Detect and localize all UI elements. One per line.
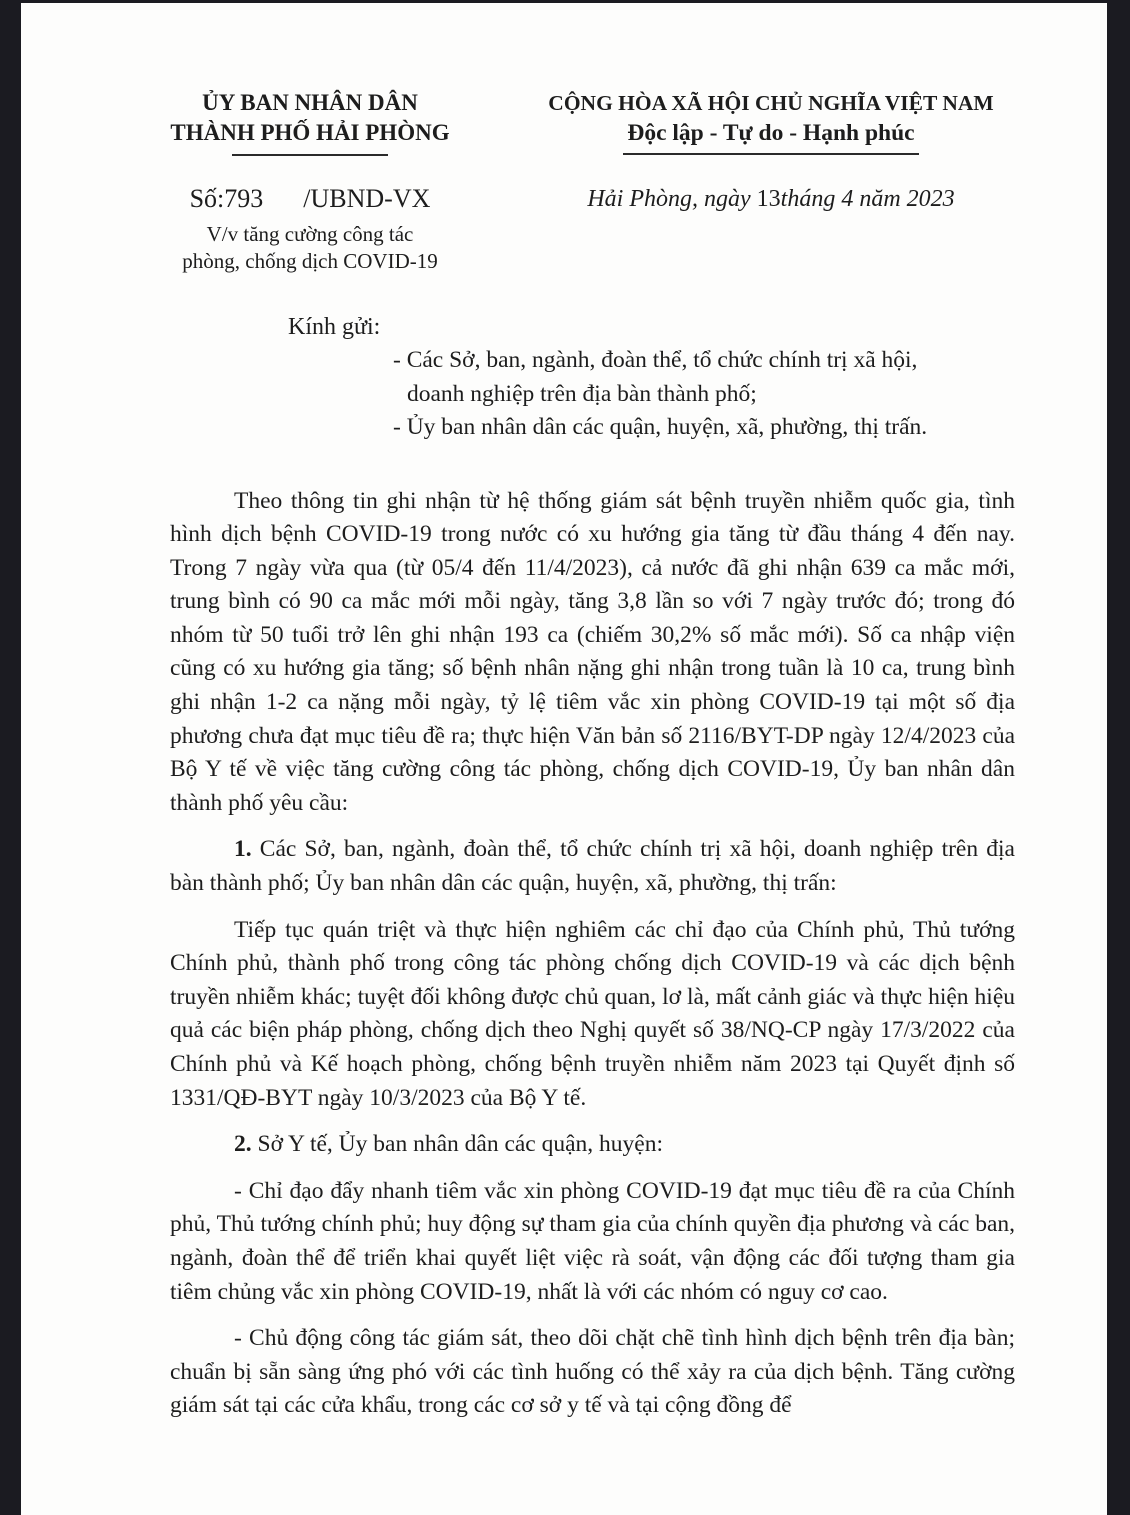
body-paragraph (170, 833, 1015, 900)
scan-edge-left (0, 0, 21, 1515)
salutation-label: Kính gửi: (288, 314, 381, 340)
scan-edge-right (1107, 0, 1130, 1515)
national-motto-line2: Độc lập - Tự do - Hạnh phúc (623, 118, 918, 155)
recipient-line: doanh nghiệp trên địa bàn thành phố; (407, 380, 757, 407)
recipients-list (393, 344, 1015, 445)
body-paragraph (170, 1128, 1015, 1162)
subject-line1: V/v tăng cường công tác (206, 222, 414, 246)
document-content (170, 0, 1015, 1436)
org-name-line2: THÀNH PHỐ HẢI PHÒNG (170, 120, 450, 145)
national-motto-line1: CỘNG HÒA XÃ HỘI CHỦ NGHĨA VIỆT NAM (548, 91, 994, 115)
paragraph-number: 1. (234, 836, 252, 863)
subject-line2: phòng, chống dịch COVID-19 (182, 249, 438, 273)
document-body (170, 485, 1015, 1423)
body-paragraph (170, 914, 1015, 1116)
paragraph-text: Sở Y tế, Ủy ban nhân dân các quận, huyện: (251, 1131, 664, 1158)
paragraph-text: Tiếp tục quán triệt và thực hiện nghiêm các chỉ đạo của Chính phủ, Thủ tướng Chính phủ, thành phố trong công tác phòng chống dịch COVID-19 và các dịch bệnh truyền nhiễm khác; tuyệt đối không được chủ quan, lơ là, mất cảnh giác và thực hiện hiệu quả các biện pháp phòng, chống dịch theo Nghị quyết số 38/NQ-CP ngày 17/3/2022 của Chính phủ và Kế hoạch phòng, chống bệnh truyền nhiễm năm 2023 tại Quyết định số 1331/QĐ-BYT ngày 10/3/2023 của Bộ Y tế. (170, 916, 1015, 1111)
recipient-line: - Các Sở, ban, ngành, đoàn thể, tổ chức chính trị xã hội, (393, 347, 918, 373)
national-motto-block (527, 88, 1015, 216)
paragraph-text: Các Sở, ban, ngành, đoàn thể, tổ chức chính trị xã hội, doanh nghiệp trên địa bàn thành phố; Ủy ban nhân dân các quận, huyện, xã, phường, thị trấn: (170, 836, 1015, 897)
issuing-authority-block (160, 88, 460, 275)
body-paragraph (170, 1322, 1015, 1423)
place-and-date (527, 182, 1015, 216)
paragraph-number: 2. (234, 1131, 252, 1158)
paragraph-text: - Chỉ đạo đẩy nhanh tiêm vắc xin phòng COVID-19 đạt mục tiêu đề ra của Chính phủ, Thủ tướng chính phủ; huy động sự tham gia của chính quyền địa phương và các ban, ngành, đoàn thể để triển khai quyết liệt việc rà soát, vận động các đối tượng tham gia tiêm chủng vắc xin phòng COVID-19, nhất là với các nhóm có nguy cơ cao. (170, 1177, 1015, 1305)
paragraph-text: - Chủ động công tác giám sát, theo dõi chặt chẽ tình hình dịch bệnh trên địa bàn; chuẩn bị sẵn sàng ứng phó với các tình huống có thể xảy ra của dịch bệnh. Tăng cường giám sát tại các cửa khẩu, trong các cơ sở y tế và tại cộng đồng để (170, 1325, 1015, 1419)
org-name-line1: ỦY BAN NHÂN DÂN (202, 90, 418, 115)
recipient-line: - Ủy ban nhân dân các quận, huyện, xã, phường, thị trấn. (393, 414, 928, 440)
document-number-suffix: /UBND-VX (303, 184, 431, 213)
date-prefix: Hải Phòng, ngày (587, 186, 757, 212)
body-paragraph (170, 1175, 1015, 1309)
date-suffix: tháng 4 năm 2023 (780, 186, 955, 212)
date-day: 13 (756, 186, 781, 212)
document-header (170, 88, 1015, 275)
body-paragraph (170, 485, 1015, 821)
document-number-prefix: Số:793 (189, 184, 264, 213)
org-underline (232, 154, 388, 156)
paragraph-text: Theo thông tin ghi nhận từ hệ thống giám sát bệnh truyền nhiễm quốc gia, tình hình dịch bệnh COVID-19 trong nước có xu hướng gia tăng từ đầu tháng 4 đến nay. Trong 7 ngày vừa qua (từ 05/4 đến 11/4/2023), cả nước đã ghi nhận 639 ca mắc mới, trung bình có 90 ca mắc mới mỗi ngày, tăng 3,8 lần so với 7 ngày trước đó; trong đó nhóm từ 50 tuổi trở lên ghi nhận 193 ca (chiếm 30,2% số mắc mới). Số ca nhập viện cũng có xu hướng gia tăng; số bệnh nhân nặng ghi nhận trong tuần là 10 ca, trung bình ghi nhận 1-2 ca nặng mỗi ngày, tỷ lệ tiêm vắc xin phòng COVID-19 tại một số địa phương chưa đạt mục tiêu đề ra; thực hiện Văn bản số 2116/BYT-DP ngày 12/4/2023 của Bộ Y tế về việc tăng cường công tác phòng, chống dịch COVID-19, Ủy ban nhân dân thành phố yêu cầu: (170, 487, 1015, 816)
salutation-block (170, 311, 1015, 445)
document-number (160, 182, 460, 216)
